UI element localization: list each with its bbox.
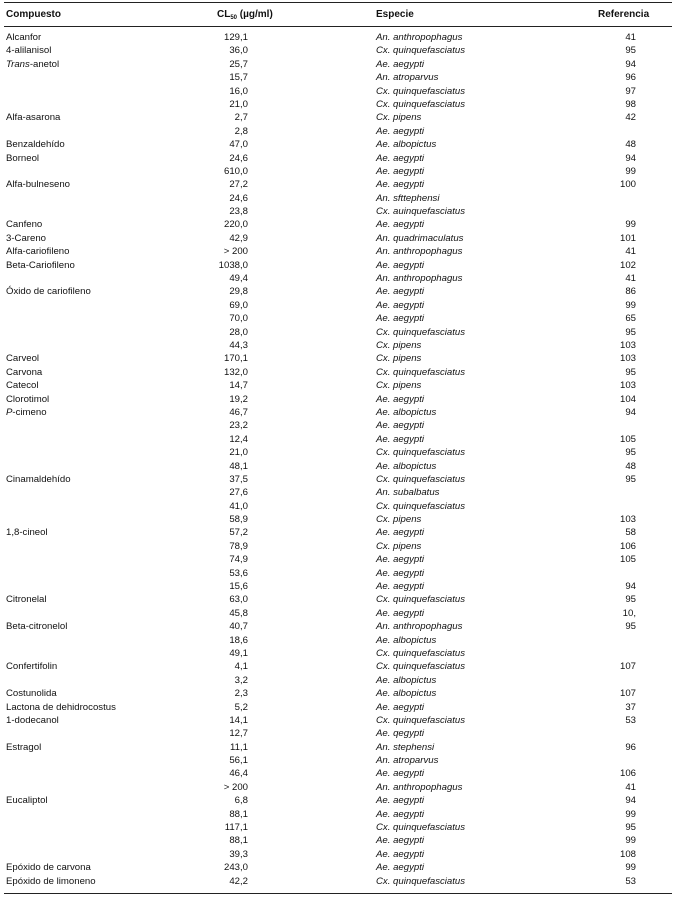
header-compuesto: Compuesto — [6, 9, 61, 20]
table-row — [4, 326, 672, 339]
cl50-value-cell: 12,4 — [229, 433, 248, 445]
cl50-value-cell: 63,0 — [229, 594, 248, 606]
table-row — [4, 285, 672, 298]
header-referencia: Referencia — [598, 9, 650, 20]
table-row — [4, 58, 672, 71]
species-cell: Ae. albopictus — [376, 674, 437, 686]
compound-cell: Catecol — [6, 380, 39, 392]
species-cell: An. atroparvus — [376, 755, 439, 767]
compound-cell: 3-Careno — [6, 232, 46, 244]
reference-cell: 103 — [619, 339, 636, 351]
table-body — [4, 31, 672, 888]
cl50-value-cell: 40,7 — [229, 621, 248, 633]
species-cell: An. anthropophagus — [376, 273, 463, 285]
species-cell: Ae. albopictus — [376, 688, 437, 700]
table-row — [4, 111, 672, 124]
species-cell: Cx. quinquefasciatus — [376, 647, 466, 659]
reference-cell: 95 — [625, 594, 636, 606]
reference-cell: 41 — [625, 781, 636, 793]
table-row — [4, 834, 672, 847]
reference-cell: 58 — [625, 527, 636, 539]
species-cell: Cx. pipens — [376, 380, 422, 392]
species-cell: Ae. albopictus — [376, 406, 437, 418]
species-cell: Cx. pipens — [376, 339, 422, 351]
species-cell: Ae. albopictus — [376, 634, 437, 646]
species-cell: Cx. quinquefasciatus — [376, 366, 466, 378]
reference-cell: 102 — [619, 259, 636, 271]
species-cell: Ae. aegypti — [376, 527, 425, 539]
reference-cell: 103 — [619, 380, 636, 392]
reference-cell: 95 — [625, 326, 636, 338]
reference-cell: 103 — [619, 353, 636, 365]
reference-cell: 107 — [619, 661, 636, 673]
species-cell: Ae. aegypti — [376, 299, 425, 311]
cl50-value-cell: 19,2 — [229, 393, 248, 405]
reference-cell: 106 — [619, 768, 636, 780]
table-row — [4, 192, 672, 205]
cl50-value-cell: 11,1 — [230, 741, 248, 753]
table-row — [4, 821, 672, 834]
cl50-value-cell: 41,0 — [229, 500, 248, 512]
cl50-value-cell: 27,6 — [229, 487, 248, 499]
table-row — [4, 406, 672, 419]
species-cell: An. atroparvus — [376, 72, 439, 84]
cl50-value-cell: 170,1 — [223, 353, 248, 365]
table-row — [4, 620, 672, 633]
table-row — [4, 674, 672, 687]
table-row — [4, 178, 672, 191]
cl50-value-cell: 15,7 — [229, 72, 248, 84]
reference-cell: 53 — [625, 875, 636, 887]
reference-cell: 99 — [625, 299, 636, 311]
table-row — [4, 634, 672, 647]
cl50-value-cell: 48,1 — [229, 460, 248, 472]
compound-cell: Clorotimol — [6, 393, 50, 405]
compound-cell: Costunolida — [6, 688, 57, 700]
table-row — [4, 125, 672, 138]
compound-cell: Citronelal — [6, 594, 47, 606]
compound-cell: 1,8-cineol — [6, 527, 48, 539]
reference-cell: 108 — [619, 848, 636, 860]
reference-cell: 94 — [625, 152, 636, 164]
bottom-rule — [4, 893, 672, 894]
cl50-value-cell: 53,6 — [229, 567, 248, 579]
cl50-value-cell: 36,0 — [229, 45, 248, 57]
cl50-value-cell: 23,2 — [229, 420, 248, 432]
reference-cell: 100 — [619, 179, 636, 191]
cl50-value-cell: 3,2 — [234, 674, 248, 686]
reference-cell: 105 — [619, 433, 636, 445]
species-cell: Ae. albopictus — [376, 139, 437, 151]
table-row — [4, 754, 672, 767]
species-cell: Ae. aegypti — [376, 835, 425, 847]
compound-cell: Borneol — [6, 152, 40, 164]
header-rule — [4, 26, 672, 27]
species-cell: Ae. aegypti — [376, 313, 425, 325]
reference-cell: 10, — [622, 607, 636, 619]
reference-cell: 99 — [625, 808, 636, 820]
table-row — [4, 339, 672, 352]
species-cell: Ae. aegypti — [376, 768, 425, 780]
compound-cell: Canfeno — [6, 219, 43, 231]
cl50-value-cell: 47,0 — [229, 139, 248, 151]
table-row — [4, 218, 672, 231]
species-cell: Cx. quinquefasciatus — [376, 594, 466, 606]
species-cell: Cx. quinquefasciatus — [376, 45, 466, 57]
species-cell: Cx. quinquefasciatus — [376, 500, 466, 512]
cl50-value-cell: 24,6 — [229, 192, 248, 204]
species-cell: Ae. aegypti — [376, 848, 425, 860]
reference-cell: 96 — [625, 741, 636, 753]
species-cell: Ae. aegypti — [376, 393, 425, 405]
header-cl-prefix: CL — [217, 9, 231, 20]
reference-cell: 95 — [625, 621, 636, 633]
cl50-value-cell: 129,1 — [223, 32, 248, 43]
table-row — [4, 861, 672, 874]
cl50-value-cell: 4,1 — [234, 661, 248, 673]
compound-cell: Epóxido de carvona — [6, 862, 91, 874]
compound-cell: Carveol — [6, 353, 40, 365]
compound-cell: 4-alilanisol — [6, 45, 52, 57]
cl50-value-cell: 25,7 — [229, 58, 248, 70]
cl50-value-cell: 243,0 — [223, 862, 248, 874]
table-row — [4, 714, 672, 727]
table-row — [4, 85, 672, 98]
reference-cell: 94 — [625, 58, 636, 70]
top-rule — [4, 2, 672, 3]
cl50-value-cell: 5,2 — [234, 701, 248, 713]
reference-cell: 94 — [625, 406, 636, 418]
species-cell: Ae. qegypti — [376, 728, 425, 740]
table-row — [4, 245, 672, 258]
species-cell: Ae. aegypti — [376, 152, 425, 164]
species-cell: Ae. aegypti — [376, 808, 425, 820]
table-row — [4, 727, 672, 740]
species-cell: An. anthropophagus — [376, 32, 463, 43]
cl50-value-cell: 46,7 — [229, 406, 248, 418]
cl50-value-cell: 18,6 — [229, 634, 248, 646]
table-row — [4, 460, 672, 473]
species-cell: Ae. albopictus — [376, 460, 437, 472]
reference-cell: 95 — [625, 822, 636, 834]
species-cell: An. anthropophagus — [376, 621, 463, 633]
compound-cell: Alcanfor — [6, 32, 42, 43]
species-cell: Ae. aegypti — [376, 433, 425, 445]
reference-cell: 98 — [625, 98, 636, 110]
reference-cell: 99 — [625, 219, 636, 231]
species-cell: Ae. aegypti — [376, 219, 425, 231]
species-cell: Cx. quinquefasciatus — [376, 85, 466, 97]
compound-cell: Óxido de cariofileno — [6, 286, 91, 298]
cl50-value-cell: 74,9 — [229, 554, 248, 566]
reference-cell: 41 — [625, 273, 636, 285]
compound-cell: Trans-anetol — [6, 58, 60, 70]
table-row — [4, 232, 672, 245]
cl50-value-cell: 44,3 — [229, 339, 248, 351]
cl50-value-cell: > 200 — [223, 781, 248, 793]
table-row — [4, 794, 672, 807]
table-row — [4, 647, 672, 660]
species-cell: An. quadrimaculatus — [376, 232, 464, 244]
species-cell: Ae. aegypti — [376, 607, 425, 619]
reference-cell: 95 — [625, 447, 636, 459]
compound-cell: Beta-citronelol — [6, 621, 68, 633]
table-row — [4, 808, 672, 821]
reference-cell: 41 — [625, 246, 636, 258]
table-row — [4, 500, 672, 513]
compound-cell: P-cimeno — [6, 406, 47, 418]
cl50-value-cell: 88,1 — [229, 808, 248, 820]
reference-cell: 37 — [625, 701, 636, 713]
compound-cell: Beta-Cariofileno — [6, 259, 75, 271]
cl50-value-cell: 46,4 — [229, 768, 248, 780]
species-cell: Ae. aegypti — [376, 581, 425, 593]
reference-cell: 99 — [625, 862, 636, 874]
cl50-value-cell: 45,8 — [229, 607, 248, 619]
cl50-value-cell: 2,3 — [234, 688, 248, 700]
compound-cell: Estragol — [6, 741, 42, 753]
table-row — [4, 165, 672, 178]
cl50-value-cell: 42,9 — [229, 232, 248, 244]
cl50-value-cell: 23,8 — [229, 206, 248, 218]
cl50-value-cell: 27,2 — [229, 179, 248, 191]
reference-cell: 48 — [625, 139, 636, 151]
reference-cell: 53 — [625, 714, 636, 726]
table-row — [4, 259, 672, 272]
reference-cell: 103 — [619, 514, 636, 526]
cl50-value-cell: 42,2 — [229, 875, 248, 887]
table-row — [4, 875, 672, 888]
header-cl-sub: 50 — [230, 15, 238, 21]
reference-cell: 95 — [625, 473, 636, 485]
reference-cell: 101 — [619, 232, 636, 244]
table-row — [4, 580, 672, 593]
species-cell: Cx. quinquefasciatus — [376, 822, 466, 834]
compound-cell: Alfa-asarona — [6, 112, 61, 124]
species-cell: Ae. aegypti — [376, 125, 425, 137]
table-row — [4, 687, 672, 700]
species-cell: Cx. pipens — [376, 112, 422, 124]
cl50-value-cell: 56,1 — [229, 755, 248, 767]
table-row — [4, 71, 672, 84]
reference-cell: 86 — [625, 286, 636, 298]
table-row — [4, 741, 672, 754]
species-cell: An. stephensi — [376, 741, 435, 753]
cl50-value-cell: 21,0 — [229, 98, 248, 110]
species-cell: Cx. auinquefasciatus — [376, 206, 466, 218]
cl50-value-cell: 29,8 — [229, 286, 248, 298]
cl50-value-cell: 2,8 — [234, 125, 248, 137]
species-cell: Ae. aegypti — [376, 259, 425, 271]
compound-italic-prefix: Trans — [6, 58, 30, 70]
table-row — [4, 446, 672, 459]
table-row — [4, 767, 672, 780]
compound-italic-prefix: P — [6, 406, 13, 418]
table-row — [4, 272, 672, 285]
table-row — [4, 393, 672, 406]
species-cell: Cx. quinquefasciatus — [376, 326, 466, 338]
table-row — [4, 567, 672, 580]
species-cell: Ae. aegypti — [376, 701, 425, 713]
species-cell: Ae. aegypti — [376, 554, 425, 566]
cl50-value-cell: 16,0 — [229, 85, 248, 97]
table-row — [4, 379, 672, 392]
species-cell: Cx. quinquefasciatus — [376, 473, 466, 485]
header-cl-suffix: (µg/ml) — [237, 9, 273, 20]
reference-cell: 48 — [625, 460, 636, 472]
cl50-value-cell: 70,0 — [229, 313, 248, 325]
reference-cell: 105 — [619, 554, 636, 566]
reference-cell: 95 — [625, 366, 636, 378]
compound-cell: Confertifolin — [6, 661, 58, 673]
table-row — [4, 553, 672, 566]
reference-cell: 104 — [619, 393, 636, 405]
species-cell: An. subalbatus — [376, 487, 440, 499]
species-cell: An. anthropophagus — [376, 246, 463, 258]
table-row — [4, 701, 672, 714]
species-cell: Ae. aegypti — [376, 862, 425, 874]
compound-cell: Alfa-cariofileno — [6, 246, 70, 258]
header-cl50 — [217, 9, 273, 21]
cl50-value-cell: 58,9 — [229, 514, 248, 526]
header-especie: Especie — [376, 9, 414, 20]
table-row — [4, 848, 672, 861]
species-cell: Ae. aegypti — [376, 58, 425, 70]
table-row — [4, 540, 672, 553]
cl50-value-cell: 69,0 — [229, 299, 248, 311]
species-cell: Cx. quinquefasciatus — [376, 661, 466, 673]
cl50-value-cell: 117,1 — [224, 822, 248, 834]
compound-cell: Carvona — [6, 366, 43, 378]
species-cell: Ae. aegypti — [376, 795, 425, 807]
cl50-value-cell: 78,9 — [229, 540, 248, 552]
cl50-value-cell: 132,0 — [223, 366, 248, 378]
cl50-value-cell: 2,7 — [234, 112, 248, 124]
species-cell: Cx. pipens — [376, 514, 422, 526]
cl50-value-cell: 24,6 — [229, 152, 248, 164]
reference-cell: 97 — [625, 85, 636, 97]
table-row — [4, 44, 672, 57]
cl50-value-cell: 15,6 — [229, 581, 248, 593]
species-cell: Ae. aegypti — [376, 165, 425, 177]
table-row — [4, 593, 672, 606]
compound-cell: Alfa-bulneseno — [6, 179, 71, 191]
cl50-value-cell: 37,5 — [229, 473, 248, 485]
species-cell: Cx. pipens — [376, 353, 422, 365]
table-row — [4, 98, 672, 111]
species-cell: Ae. aegypti — [376, 420, 425, 432]
compound-cell: Cinamaldehído — [6, 473, 71, 485]
species-cell: Ae. aegypti — [376, 286, 425, 298]
table-row — [4, 299, 672, 312]
compound-cell: 1-dodecanol — [6, 714, 59, 726]
reference-cell: 99 — [625, 165, 636, 177]
species-cell: Cx. pipens — [376, 540, 422, 552]
cl50-value-cell: 14,7 — [229, 380, 248, 392]
compound-cell: Eucaliptol — [6, 795, 48, 807]
table-row — [4, 205, 672, 218]
compound-cell: Epóxido de limoneno — [6, 875, 96, 887]
table-row — [4, 312, 672, 325]
table-row — [4, 607, 672, 620]
cl50-value-cell: 1038,0 — [218, 259, 248, 271]
compound-cell: Benzaldehído — [6, 139, 65, 151]
table-row — [4, 473, 672, 486]
table-row — [4, 433, 672, 446]
cl50-value-cell: 39,3 — [229, 848, 248, 860]
reference-cell: 41 — [625, 32, 636, 43]
table-row — [4, 419, 672, 432]
table-row — [4, 366, 672, 379]
cl50-value-cell: 14,1 — [229, 714, 248, 726]
reference-cell: 99 — [625, 835, 636, 847]
cl50-value-cell: 21,0 — [229, 447, 248, 459]
table-row — [4, 486, 672, 499]
species-cell: An. anthropophagus — [376, 781, 463, 793]
cl50-value-cell: 220,0 — [223, 219, 248, 231]
reference-cell: 96 — [625, 72, 636, 84]
species-cell: Cx. quinquefasciatus — [376, 447, 466, 459]
table-row — [4, 152, 672, 165]
table-row — [4, 526, 672, 539]
reference-cell: 95 — [625, 45, 636, 57]
reference-cell: 107 — [619, 688, 636, 700]
cl50-value-cell: 49,1 — [229, 647, 248, 659]
species-cell: Ae. aegypti — [376, 179, 425, 191]
species-cell: Ae. aegypti — [376, 567, 425, 579]
table-row — [4, 31, 672, 44]
cl50-value-cell: 57,2 — [229, 527, 248, 539]
species-cell: Cx. quinquefasciatus — [376, 875, 466, 887]
reference-cell: 42 — [625, 112, 636, 124]
table-row — [4, 781, 672, 794]
reference-cell: 65 — [625, 313, 636, 325]
species-cell: Cx. quinquefasciatus — [376, 98, 466, 110]
reference-cell: 94 — [625, 581, 636, 593]
table-row — [4, 138, 672, 151]
reference-cell: 106 — [619, 540, 636, 552]
cl50-value-cell: 610,0 — [223, 165, 248, 177]
species-cell: Cx. quinquefasciatus — [376, 714, 466, 726]
cl50-value-cell: 6,8 — [234, 795, 248, 807]
cl50-value-cell: > 200 — [223, 246, 248, 258]
species-cell: An. sfttephensi — [376, 192, 440, 204]
cl50-value-cell: 88,1 — [229, 835, 248, 847]
table-row — [4, 660, 672, 673]
table-row — [4, 513, 672, 526]
reference-cell: 94 — [625, 795, 636, 807]
cl50-value-cell: 12,7 — [229, 728, 248, 740]
table-row — [4, 352, 672, 365]
cl50-value-cell: 49,4 — [229, 273, 248, 285]
compound-cell: Lactona de dehidrocostus — [6, 701, 116, 713]
cl50-value-cell: 28,0 — [229, 326, 248, 338]
